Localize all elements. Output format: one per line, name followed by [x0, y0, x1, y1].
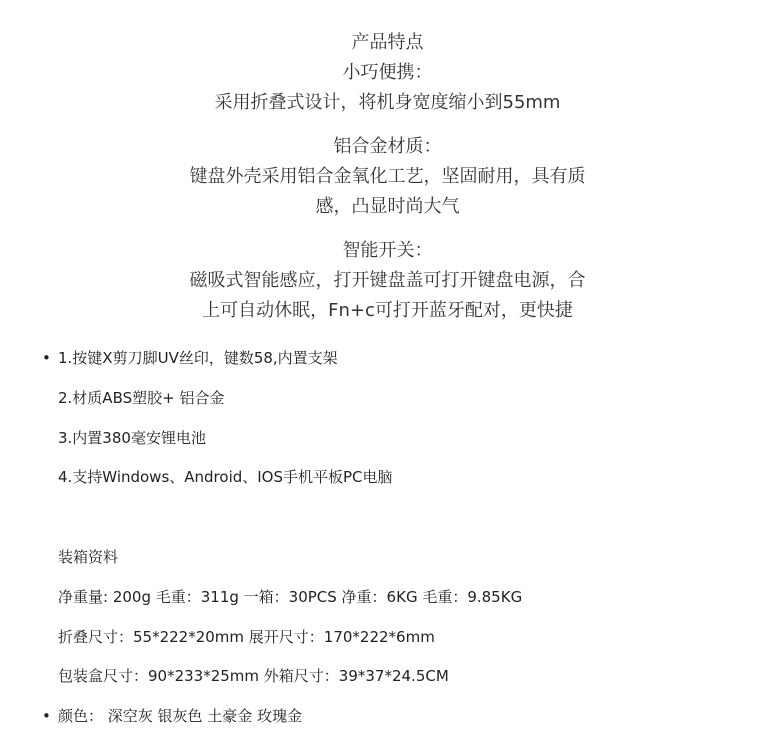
material-text-1: 键盘外壳采用铝合金氧化工艺，坚固耐用，具有质: [189, 166, 586, 187]
blank-line: [58, 498, 522, 538]
portable-title: 小巧便携：: [342, 62, 433, 83]
colors-line: 颜色： 深空灰 银灰色 土豪金 玫瑰金: [58, 707, 303, 726]
spec-line-support: 4.支持Windows、Android、IOS手机平板PC电脑: [58, 468, 393, 487]
spec-list: [40, 339, 522, 737]
section-gap: [0, 222, 775, 236]
list-item: [42, 697, 522, 737]
spec-line-material: 2.材质ABS塑胶+ 铝合金: [58, 388, 225, 407]
portable-text: 采用折叠式设计，将机身宽度缩小到55mm: [214, 92, 561, 113]
spec-line-keys: 1.按键X剪刀脚UV丝印，键数58,内置支架: [58, 349, 338, 367]
smart-switch-title: 智能开关：: [342, 240, 433, 261]
features-heading: 产品特点: [351, 32, 424, 53]
packing-weight: 净重量: 200g 毛重：311g 一箱：30PCS 净重：6KG 毛重：9.85KG: [58, 587, 523, 606]
packing-box-size: 包装盒尺寸：90*233*25mm 外箱尺寸：39*37*24.5CM: [58, 667, 449, 686]
smart-switch-text-2: 上可自动休眠，Fn+c可打开蓝牙配对，更快捷: [202, 300, 573, 321]
smart-switch-text-1: 磁吸式智能感应，打开键盘盖可打开键盘电源，合: [189, 270, 586, 291]
product-features: [0, 28, 775, 326]
section-gap: [0, 118, 775, 132]
spec-line-battery: 3.内置380毫安锂电池: [58, 428, 206, 447]
material-text-2: 感，凸显时尚大气: [315, 196, 460, 217]
packing-title: 装箱资料: [58, 547, 119, 566]
bullet-icon: •: [42, 349, 51, 367]
material-title: 铝合金材质：: [333, 136, 442, 157]
packing-folded-size: 折叠尺寸：55*222*20mm 展开尺寸：170*222*6mm: [58, 627, 435, 646]
bullet-icon: •: [42, 707, 51, 726]
list-item: [42, 339, 523, 697]
